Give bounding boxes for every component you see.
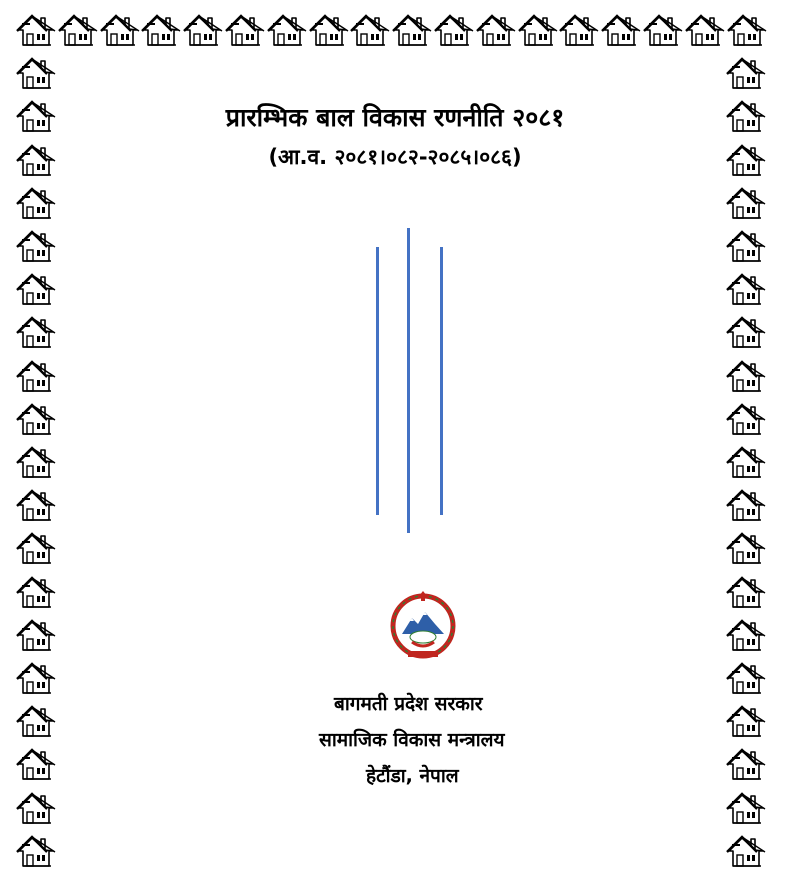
government-emblem-icon xyxy=(388,590,458,660)
house-icon xyxy=(726,791,766,825)
house-icon xyxy=(726,531,766,565)
house-icon xyxy=(685,13,725,47)
house-icon xyxy=(559,13,599,47)
house-icon xyxy=(726,56,766,90)
publisher-location: हेटौंडा, नेपाल xyxy=(366,765,459,787)
house-icon xyxy=(16,445,56,479)
house-icon xyxy=(16,747,56,781)
house-icon xyxy=(726,402,766,436)
house-icon xyxy=(643,13,683,47)
house-icon xyxy=(16,704,56,738)
house-icon xyxy=(16,618,56,652)
house-icon xyxy=(392,13,432,47)
house-icon xyxy=(16,575,56,609)
house-icon xyxy=(726,834,766,868)
house-icon xyxy=(16,402,56,436)
decorative-line-right xyxy=(440,247,443,515)
house-icon xyxy=(16,315,56,349)
house-icon xyxy=(16,834,56,868)
house-icon xyxy=(726,229,766,263)
house-icon xyxy=(726,359,766,393)
house-icon xyxy=(16,661,56,695)
house-icon xyxy=(16,272,56,306)
house-icon xyxy=(16,488,56,522)
fiscal-year-subtitle: (आ.व. २०८१।०८२-२०८५।०८६) xyxy=(268,145,522,169)
house-icon xyxy=(16,229,56,263)
house-icon xyxy=(601,13,641,47)
house-icon xyxy=(16,791,56,825)
house-icon xyxy=(726,661,766,695)
decorative-line-left xyxy=(376,247,379,515)
decorative-line-center xyxy=(407,228,410,533)
house-icon xyxy=(726,272,766,306)
house-icon xyxy=(267,13,307,47)
house-icon xyxy=(183,13,223,47)
house-icon xyxy=(726,747,766,781)
house-icon xyxy=(726,704,766,738)
house-icon xyxy=(16,359,56,393)
house-icon xyxy=(726,575,766,609)
house-icon xyxy=(350,13,390,47)
house-icon xyxy=(518,13,558,47)
house-icon xyxy=(100,13,140,47)
house-icon xyxy=(434,13,474,47)
house-icon xyxy=(16,186,56,220)
house-icon xyxy=(309,13,349,47)
document-title: प्रारम्भिक बाल विकास रणनीति २०८१ xyxy=(225,103,565,132)
house-icon xyxy=(16,531,56,565)
house-icon xyxy=(726,186,766,220)
house-icon xyxy=(726,618,766,652)
house-icon xyxy=(476,13,516,47)
house-icon xyxy=(726,488,766,522)
house-icon xyxy=(726,315,766,349)
house-icon xyxy=(141,13,181,47)
house-icon xyxy=(16,56,56,90)
house-icon xyxy=(225,13,265,47)
publisher-ministry: सामाजिक विकास मन्त्रालय xyxy=(319,729,505,751)
house-icon xyxy=(16,13,56,47)
house-icon xyxy=(726,445,766,479)
house-icon xyxy=(727,13,767,47)
publisher-government: बागमती प्रदेश सरकार xyxy=(334,693,483,715)
house-icon xyxy=(58,13,98,47)
